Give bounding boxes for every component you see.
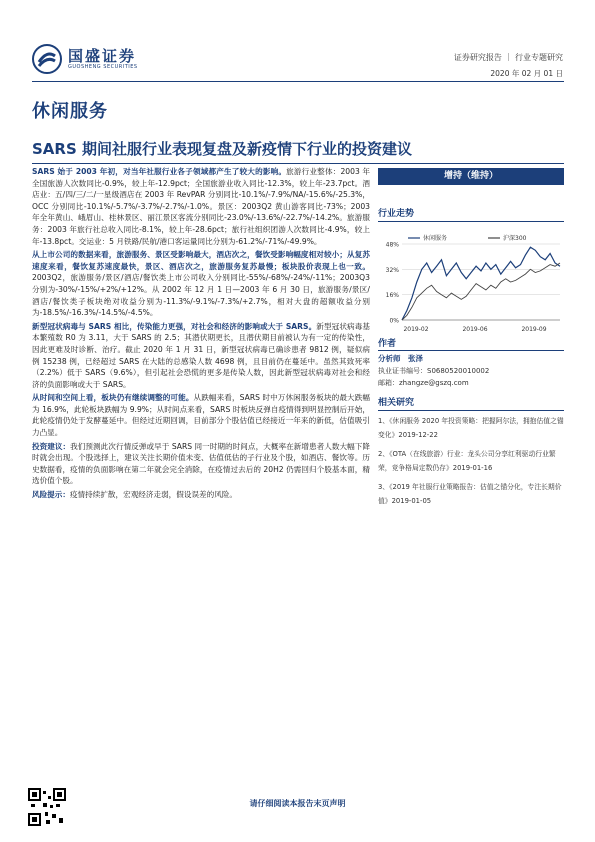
trend-divider	[378, 221, 564, 222]
logo-mark-icon	[32, 44, 62, 74]
paragraph-lead: 投资建议：	[32, 441, 71, 451]
paragraph-lead: SARS 始于 2003 年初，对当年社服行业各子领域都产生了较大的影响。	[32, 167, 287, 176]
headline-divider	[32, 163, 564, 164]
paragraph-listed-companies	[32, 249, 370, 319]
logo-text-en: GUOSHENG SECURITIES	[68, 64, 138, 70]
y-tick-label: 0%	[389, 317, 399, 325]
related-research-list	[378, 415, 564, 514]
header-divider	[32, 81, 564, 82]
paragraph-sars-impact	[32, 166, 370, 247]
paragraph-text: 疫情持续扩散，宏观经济走弱，假设误差的风险。	[69, 490, 238, 500]
legend-label: 休闲服务	[423, 235, 448, 242]
paragraph-text: 新型冠状病毒基本繁殖数 R0 为 3.11，大于 SARS 的 2.5；其潜伏期更长，且潜伏期目前被认为有一定的传染性，因此更难及时诊断、治疗。截止 2020 年 1 月 31 日，新型冠状病毒已确诊患者 9812 例，疑似病例 15238 例，已经超过 SARS 在大陆的总感染人数 4698 例，且目前仍在蔓延中。虽然其致死率（2.2%）低于 SARS（9.6%），但引起社会恐慌的更多是传染人数，因此新型冠状病毒对社会和经济的负面影响或大于 SARS。	[32, 321, 371, 389]
x-tick-label: 2019-06	[462, 326, 488, 333]
x-tick-label: 2019-02	[403, 326, 429, 333]
paragraph-sector-adjustment	[32, 392, 370, 438]
x-tick-label: 2019-09	[521, 326, 547, 333]
paragraph-text: 从跌幅来看，SARS 时中万休闲服务板块的最大跌幅为 16.9%，此轮板块跌幅为 9.9%；从时间点来看，SARS 时板块反弹自疫情得到明显控制后开始，此轮疫情仍处于发酵蔓延中。但经过近期回调，目前部分个股估值已经接近一年来的新低，估值吸引力凸显。	[32, 393, 370, 438]
paragraph-lead: 新型冠状病毒与 SARS 相比，传染能力更强，对社会和经济的影响或大于 SARS。	[32, 321, 317, 331]
report-body	[32, 166, 370, 503]
analyst-name: 分析师 张泽	[378, 354, 423, 363]
y-tick-label: 48%	[385, 241, 399, 249]
related-section-title: 相关研究	[378, 398, 415, 408]
related-research-item[interactable]: 2、《OTA（在线旅游）行业：龙头公司分享红利驱动行业繁荣，竞争格局定数仍存》2019-01-16	[378, 450, 556, 472]
paragraph-text: 旅游行业整体：2003 年全国旅游人次数同比-0.9%，较上年-12.9pct；全国旅游业收入同比-12.3%，较上年-23.7pct。酒店业：五/四/三/二/一星级酒店在 2003 年 RevPAR 分别同比-10.1%/-7.9%/NA/-15.6%/-25.3%，OCC 分别同比-10.1%/-5.7%/-3.7%/-2.7%/-1.0%。景区：2003Q2 黄山游客同比-73%；2003 年全年黄山、峨眉山、桂林景区、丽江景区客流分别同比-23.0%/-13.6%/-22.7%/-14.2%。旅游服务：2003 年旅行社总收入同比-8.1%，较上年-28.6pct；旅行社组织团游人次数同比-4.9%，较上年-13.8pct。交运业：5 月铁路/民航/港口客运量同比分别为-61.2%/-71%/-49.9%。	[32, 167, 370, 246]
analyst-email[interactable]: 邮箱：zhangze@gszq.com	[378, 379, 469, 387]
series-line-0	[402, 247, 560, 320]
author-section-title: 作者	[378, 339, 397, 349]
chart-series	[402, 247, 560, 320]
industry-trend-chart	[378, 232, 564, 340]
related-research-item[interactable]: 1、《休闲服务 2020 年投资策略：把握阿尔法，拥抱估值之锚变化》2019-12-22	[378, 417, 564, 439]
logo-text-cn: 国盛证券	[68, 47, 137, 65]
author-divider	[378, 350, 564, 351]
report-type: 证券研究报告 ｜ 行业专题研究	[453, 53, 563, 62]
report-date: 2020 年 02 月 01 日	[490, 69, 563, 78]
paragraph-virus-comparison	[32, 321, 370, 391]
report-headline: SARS 期间社服行业表现复盘及新疫情下行业的投资建议	[32, 140, 412, 158]
sector-title: 休闲服务	[32, 101, 108, 122]
chart-legend	[408, 234, 527, 242]
paragraph-text: 2003Q2，旅游服务/景区/酒店/餐饮类上市公司收入分别同比-55%/-68%/-24%/-11%；2003Q3 分别为-30%/-15%/+2%/+12%。从 2002 年 12 月 1 日—2003 年 6 月 30 日，旅游服务/景区/酒店/餐饮类子板块绝对收益分别为-11.3%/-9.1%/-7.3%/+2.7%，相对大盘的超额收益分别为-18.5%/-16.3%/-14.5%/-4.5%。	[32, 273, 370, 318]
paragraph-risk-warning	[32, 489, 370, 501]
y-tick-label: 32%	[385, 266, 399, 274]
paragraph-text: 我们预测此次行情反弹或早于 SARS 同一时期的时间点，大概率在新增患者人数大幅下降时就会出现。个股选择上，建议关注长期价值未变、估值低估的子行业及个股，如酒店、餐饮等。历史数据看，疫情的负面影响在第二年就会完全消除，在疫情过去后的 20H2 仍需回归个股基本面，精选价值个股。	[32, 441, 370, 486]
analyst-certificate: 执业证书编号：S0680520010002	[378, 367, 490, 375]
footer-disclaimer: 请仔细阅读本报告末页声明	[249, 799, 346, 808]
legend-label: 沪深300	[503, 235, 527, 242]
company-logo	[32, 44, 172, 74]
y-tick-label: 16%	[385, 292, 399, 300]
related-research-item[interactable]: 3、《2019 年社服行业策略报告：估值之锚分化，专注长期价值》2019-01-05	[378, 483, 562, 505]
paragraph-lead: 从时间和空间上看，板块仍有继续调整的可能。	[32, 393, 194, 403]
rating-badge: 增持（维持）	[378, 168, 564, 185]
paragraph-lead: 风险提示：	[32, 490, 70, 500]
paragraph-lead: 从上市公司的数据来看，旅游服务、景区受影响最大，酒店次之，餐饮受影响幅度相对较小；从复苏速度来看，餐饮复苏速度最快，景区、酒店次之，旅游服务复苏最慢；板块股价表现上也一致。	[32, 250, 370, 271]
paragraph-investment-advice	[32, 441, 370, 487]
related-divider	[378, 410, 564, 411]
trend-section-title: 行业走势	[378, 209, 415, 219]
